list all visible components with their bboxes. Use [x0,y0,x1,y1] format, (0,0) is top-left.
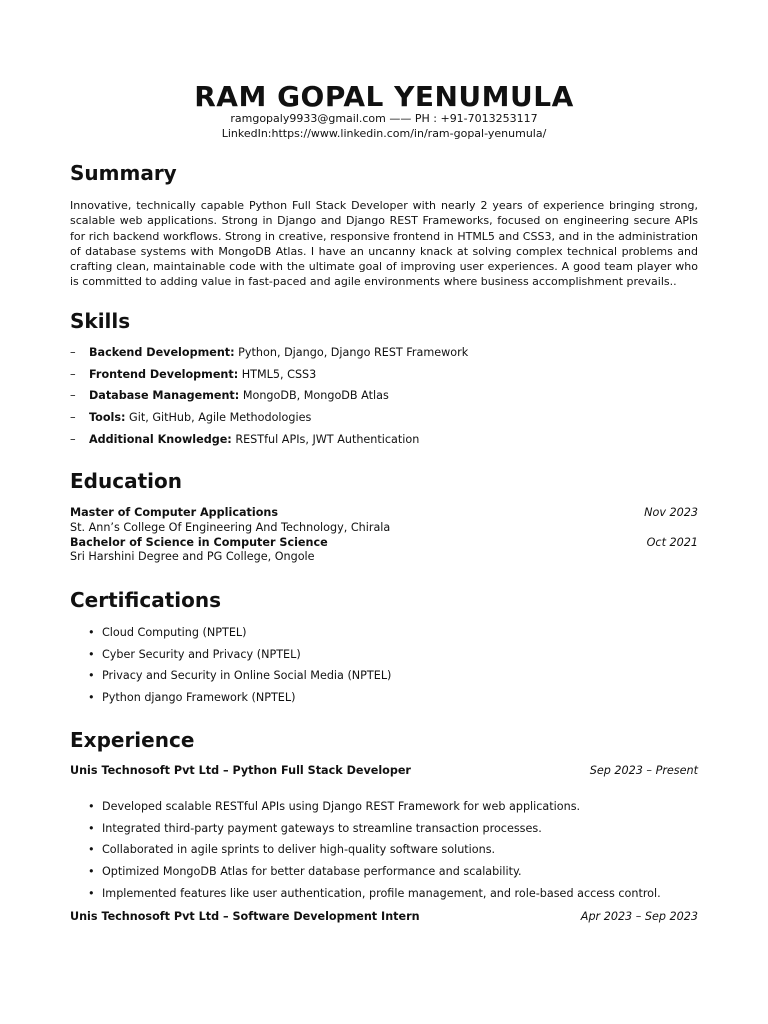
skill-value: RESTful APIs, JWT Authentication [231,432,420,446]
school-name: Sri Harshini Degree and PG College, Ongole [70,550,315,563]
certification-item: • Python django Framework (NPTEL) [70,691,698,713]
degree-date: Nov 2023 [644,506,698,519]
job-bullet: • Collaborated in agile sprints to deliver high-quality software solutions. [70,843,698,865]
education-heading: Education [70,469,182,493]
skill-label: Tools: [89,411,126,425]
job-bullet: • Developed scalable RESTful APIs using Django REST Framework for web applications. [70,800,698,822]
experience-heading: Experience [70,728,195,752]
skill-item [70,433,698,455]
degree-title: Bachelor of Science in Computer Science [70,536,328,549]
job-date: Apr 2023 – Sep 2023 [580,910,698,923]
certification-item: • Cyber Security and Privacy (NPTEL) [70,648,698,670]
skill-value: HTML5, CSS3 [238,367,317,381]
degree-date: Oct 2021 [646,536,698,549]
certification-item: • Cloud Computing (NPTEL) [70,626,698,648]
certifications-list [70,626,698,713]
skill-label: Backend Development: [89,346,235,359]
certification-item: • Privacy and Security in Online Social Media (NPTEL) [70,669,698,691]
skills-heading: Skills [70,309,131,333]
job-title: Unis Technosoft Pvt Ltd – Python Full Stack Developer [70,764,411,777]
job-bullet: • Optimized MongoDB Atlas for better database performance and scalability. [70,865,698,887]
job-bullet: • Integrated third-party payment gateways to streamline transaction processes. [70,822,698,844]
summary-heading: Summary [70,161,177,185]
summary-text: Innovative, technically capable Python Full Stack Developer with nearly 2 years of experience bringing strong, scalable web applications. Strong in Django and Django REST Frameworks, focused on engineering secure APIs for rich backend workflows. Strong in creative, responsive frontend in HTML5 and CSS3, and in the administration of database systems with MongoDB Atlas. I have an uncanny knack at solving complex technical problems and crafting clean, maintainable code with the ultimate goal of improving user experiences. A good team player who is committed to adding value in fast-paced and agile environments where business accomplishment prevails.. [70,199,698,289]
skill-value: Python, Django, Django REST Framework [234,346,469,359]
candidate-name: RAM GOPAL YENUMULA [194,80,574,113]
job-bullet: • Implemented features like user authentication, profile management, and role-based access control. [70,887,698,909]
skill-value: Git, GitHub, Agile Methodologies [125,411,312,425]
skill-label: Frontend Development: [89,367,239,381]
skill-label: Additional Knowledge: [89,432,232,446]
skill-label: Database Management: [89,389,240,403]
certifications-heading: Certifications [70,588,221,612]
job-bullets [70,800,698,908]
skill-item [70,389,698,411]
job-title: Unis Technosoft Pvt Ltd – Software Development Intern [70,910,420,923]
skill-value: MongoDB, MongoDB Atlas [239,389,389,403]
contact-line: ramgopaly9933@gmail.com —— PH : +91-7013253117 [230,112,538,125]
skill-item [70,346,698,368]
job-date: Sep 2023 – Present [589,764,698,777]
degree-title: Master of Computer Applications [70,506,279,519]
skill-item [70,368,698,390]
skills-list [70,346,698,454]
linkedin-line: LinkedIn:https://www.linkedin.com/in/ram-gopal-yenumula/ [221,127,547,140]
skill-item [70,411,698,433]
school-name: St. Ann’s College Of Engineering And Technology, Chirala [70,521,391,534]
